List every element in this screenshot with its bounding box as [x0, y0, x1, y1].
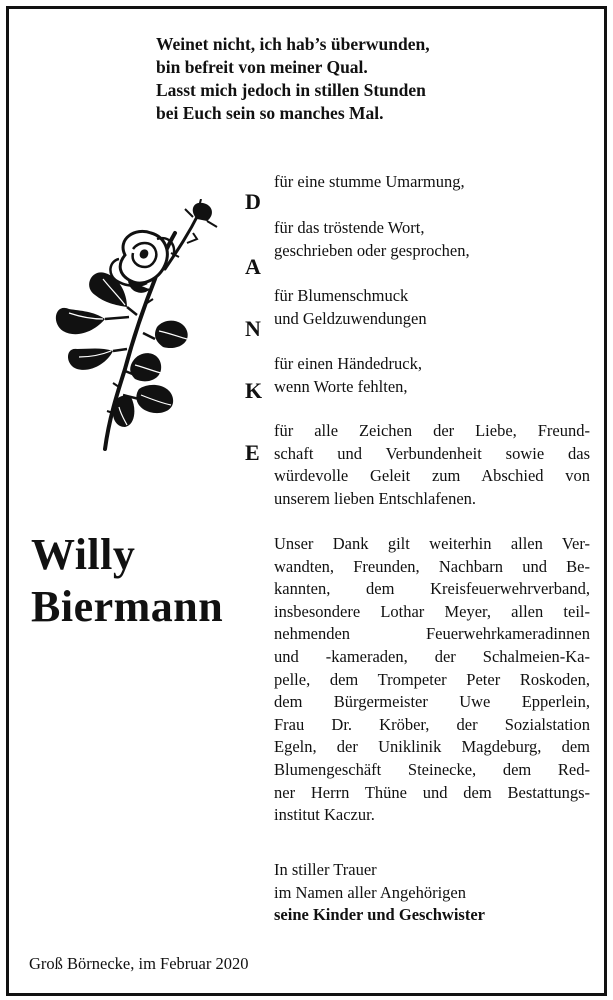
acknowledgement-line: Egeln, der Uniklinik Magdeburg, dem	[274, 737, 590, 757]
poem	[156, 33, 516, 125]
thanks-item-embrace	[274, 171, 590, 194]
poem-line: Weinet nicht, ich hab’s überwunden,	[156, 34, 430, 54]
thanks-line: wenn Worte fehlten,	[274, 376, 408, 396]
thanks-item-signs	[274, 420, 590, 510]
acknowledgement-line: institut Kaczur.	[274, 805, 375, 825]
acknowledgement-line: Frau Dr. Kröber, der Sozialstation	[274, 714, 590, 734]
thanks-line: und Geldzuwendungen	[274, 308, 427, 328]
deceased-last-name: Biermann	[31, 582, 224, 631]
obituary-frame	[6, 6, 607, 996]
acknowledgement-line: nehmenden Feuerwehrkameradinnen	[274, 624, 590, 644]
danke-letter-e: E	[245, 440, 260, 465]
acknowledgement-line: dem Bürgermeister Uwe Epperlein,	[274, 692, 590, 712]
thanks-line: geschrieben oder gesprochen,	[274, 240, 470, 260]
acknowledgement-line: wandten, Freunden, Nachbarn und Be-	[274, 556, 590, 576]
signature-line-family: seine Kinder und Geschwister	[274, 905, 485, 925]
danke-letter-a: A	[245, 254, 261, 279]
place-date: Groß Börnecke, im Februar 2020	[29, 954, 249, 973]
thanks-item-handshake	[274, 353, 590, 398]
acknowledgement-line: pelle, dem Trompeter Peter Roskoden,	[274, 669, 590, 689]
thanks-item-word	[274, 217, 590, 262]
acknowledgement-line: kannten, dem Kreisfeuerwehrverband,	[274, 579, 590, 599]
signature-line-relatives: im Namen aller Angehörigen	[274, 882, 466, 902]
thanks-line: für eine stumme Umarmung,	[274, 172, 465, 191]
thanks-item-flowers	[274, 285, 590, 330]
poem-line: Lasst mich jedoch in stillen Stunden	[156, 80, 426, 100]
signature-line-mourning: In stiller Trauer	[274, 860, 377, 879]
deceased-first-name: Willy	[31, 530, 136, 579]
acknowledgement-line: Unser Dank gilt weiterhin allen Ver-	[274, 534, 590, 553]
danke-letter-d: D	[245, 189, 261, 214]
poem-line: bei Euch sein so manches Mal.	[156, 103, 384, 123]
thanks-line: unserem lieben Entschlafenen.	[274, 488, 477, 508]
danke-letter-n: N	[245, 316, 261, 341]
thanks-line: für einen Händedruck,	[274, 354, 422, 373]
acknowledgement-line: und -kameraden, der Schalmeien-Ka-	[274, 646, 590, 666]
thanks-line: für das tröstende Wort,	[274, 218, 425, 237]
acknowledgement-line: insbesondere Lothar Meyer, allen teil-	[274, 601, 590, 621]
poem-line: bin befreit von meiner Qual.	[156, 57, 368, 77]
thanks-line: würdevolle Geleit zum Abschied von	[274, 466, 590, 486]
danke-letter-k: K	[245, 378, 263, 403]
deceased-name	[31, 529, 223, 633]
thanks-line: für Blumenschmuck	[274, 286, 409, 305]
rose-illustration	[47, 199, 227, 454]
acknowledgement-text	[274, 533, 590, 827]
acknowledgement-line: Blumengeschäft Steinecke, dem Red-	[274, 759, 590, 779]
thanks-line: für alle Zeichen der Liebe, Freund-	[274, 421, 590, 440]
acknowledgement-line: ner Herrn Thüne und dem Bestattungs-	[274, 782, 590, 802]
signature-block	[274, 859, 485, 927]
thanks-line: schaft und Verbundenheit sowie das	[274, 443, 590, 463]
